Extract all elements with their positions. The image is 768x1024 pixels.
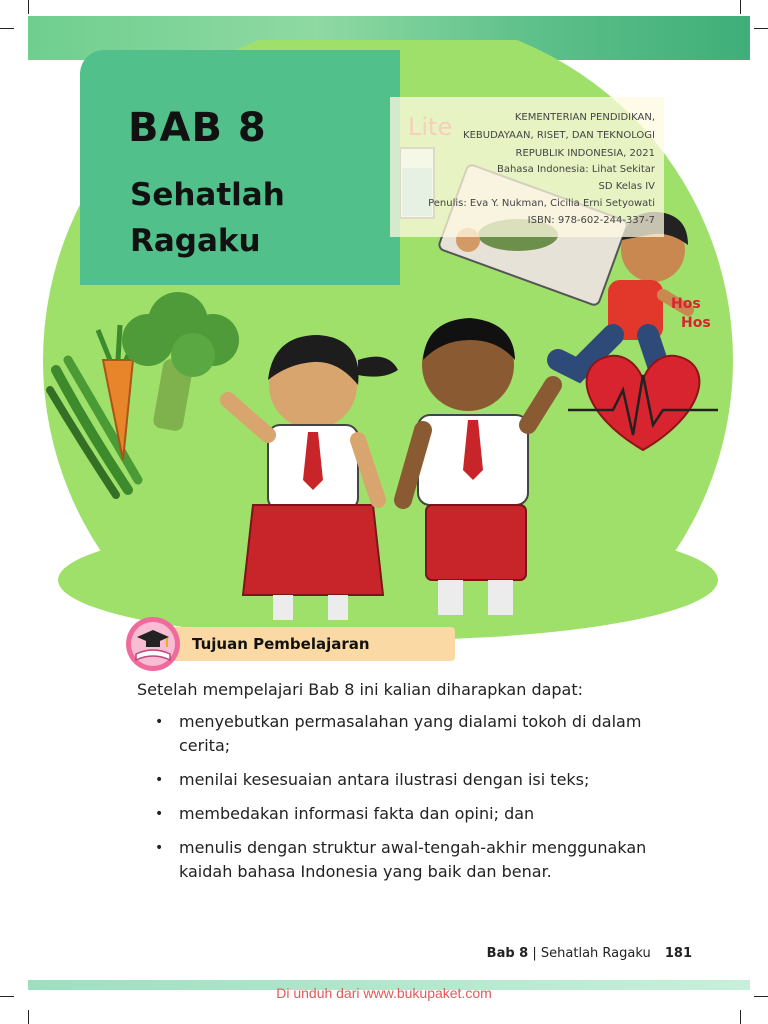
learning-goals-intro: Setelah mempelajari Bab 8 ini kalian diharapkan dapat: (137, 680, 584, 699)
list-item: • menulis dengan struktur awal-tengah-akhir menggunakan kaidah bahasa Indonesia yang baik dan benar. (155, 836, 675, 884)
runner-text-2: Hos (681, 315, 711, 331)
publication-info-line: KEBUDAYAAN, RISET, DAN TEKNOLOGI (463, 130, 655, 141)
graduation-book-icon (124, 616, 182, 672)
publication-info-line: ISBN: 978-602-244-337-7 (527, 215, 655, 226)
chapter-title: Sehatlah Ragaku (130, 177, 285, 259)
list-item: • menilai kesesuaian antara ilustrasi dengan isi teks; (155, 768, 675, 792)
crop-mark (28, 1010, 29, 1024)
crop-mark (0, 28, 14, 29)
publication-info-line: REPUBLIK INDONESIA, 2021 (515, 148, 655, 159)
publication-info-line: Penulis: Eva Y. Nukman, Cicilia Erni Setyowati (428, 198, 655, 209)
list-item: • menyebutkan permasalahan yang dialami tokoh di dalam cerita; (155, 710, 675, 758)
crop-mark (754, 28, 768, 29)
download-watermark: Di unduh dari www.bukupaket.com (276, 985, 492, 1001)
runner-text-1: Hos (671, 296, 701, 312)
page-footer (487, 946, 692, 961)
footer-separator: | (532, 946, 537, 961)
chapter-number: BAB 8 (128, 105, 267, 151)
crop-mark (28, 0, 29, 14)
crop-mark (740, 0, 741, 14)
learning-goals-heading: Tujuan Pembelajaran (192, 635, 370, 653)
publication-info-line: Bahasa Indonesia: Lihat Sekitar (496, 164, 655, 175)
list-item: • membedakan informasi fakta dan opini; dan (155, 802, 675, 826)
learning-goals-list (155, 710, 675, 894)
footer-title: Sehatlah Ragaku (540, 946, 651, 961)
footer-chapter: Bab 8 (486, 946, 529, 961)
publication-info-line: KEMENTERIAN PENDIDIKAN, (514, 112, 655, 123)
publication-info-line: SD Kelas IV (598, 181, 655, 192)
page-number: 181 (664, 946, 692, 961)
crop-mark (740, 1010, 741, 1024)
